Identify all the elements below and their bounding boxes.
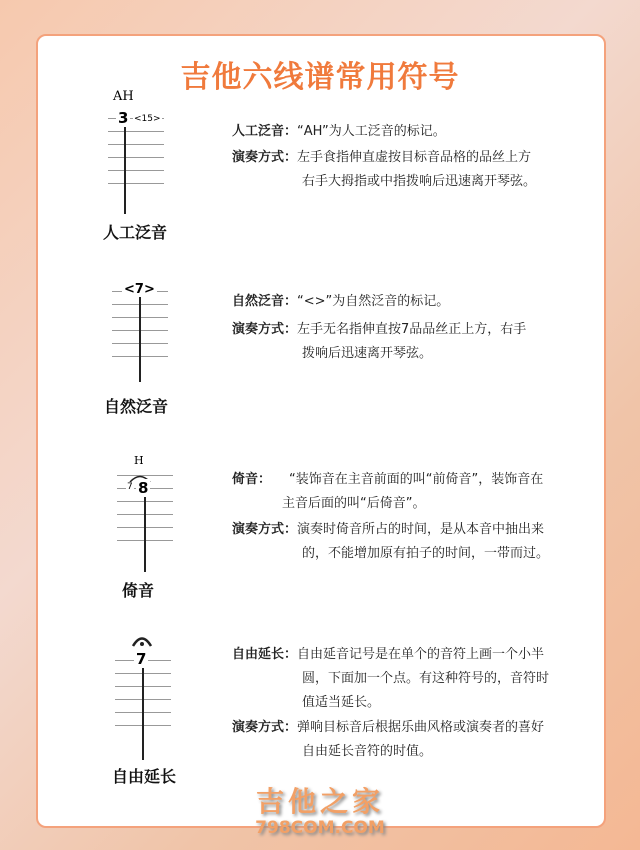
symbol-name: 自然泛音 [104, 397, 169, 416]
term-line: “装饰音在主音前面的叫“前倚音”，装饰音在 [289, 472, 544, 487]
fret-number: 8 [138, 479, 149, 497]
term-label: 人工泛音： [232, 124, 298, 139]
term-line: 圆，下面加一个点。有这种符号的，音符时 [302, 671, 550, 686]
harmonic-fret: <15> [134, 114, 161, 124]
term-text: “<>”为自然泛音的标记。 [297, 294, 450, 309]
symbol-name: 自由延长 [112, 767, 177, 786]
term-line: 值适当延长。 [302, 695, 381, 710]
term-label: 倚音： [232, 472, 272, 487]
method-label: 演奏方式： [232, 522, 298, 537]
method-line: 左手无名指伸直按7品品丝正上方，右手 [297, 322, 527, 337]
note-stem [142, 664, 144, 760]
fret-number: 3 [118, 109, 129, 127]
term-line: 主音后面的叫“后倚音”。 [282, 496, 426, 511]
term-label: 自然泛音： [232, 294, 298, 309]
symbol-name: 人工泛音 [103, 223, 168, 242]
method-label: 演奏方式： [232, 720, 298, 735]
page-title: 吉他六线谱常用符号 [180, 60, 460, 95]
method-label: 演奏方式： [232, 150, 298, 165]
method-label: 演奏方式： [232, 322, 298, 337]
h-marker: H [134, 454, 144, 467]
term-label: 自由延长： [232, 647, 298, 662]
watermark-url: 798COM.COM [255, 818, 385, 838]
fret-number: <7> [124, 282, 155, 297]
symbol-name: 倚音 [122, 581, 155, 600]
note-stem [144, 494, 146, 572]
ah-marker: AH [113, 89, 134, 104]
method-line: 的，不能增加原有拍子的时间，一带而过。 [302, 546, 550, 561]
term-line: 自由延音记号是在单个的音符上画一个小半 [297, 647, 545, 662]
watermark-logo: 吉他之家 [255, 785, 384, 818]
method-line: 左手食指伸直虚按目标音品格的品丝上方 [297, 150, 532, 165]
grace-fret: 7 [127, 482, 133, 492]
fret-number: 7 [136, 650, 147, 668]
note-stem [124, 122, 126, 214]
method-line: 右手大拇指或中指拨响后迅速离开琴弦。 [302, 174, 537, 189]
method-line: 演奏时倚音所占的时间，是从本音中抽出来 [297, 522, 545, 537]
method-line: 拨响后迅速离开琴弦。 [302, 346, 433, 361]
method-line: 自由延长音符的时值。 [302, 744, 433, 759]
method-line: 弹响目标音后根据乐曲风格或演奏者的喜好 [297, 720, 545, 735]
term-text: “AH”为人工泛音的标记。 [297, 124, 446, 139]
note-stem [139, 296, 141, 382]
fermata-icon [131, 634, 153, 648]
